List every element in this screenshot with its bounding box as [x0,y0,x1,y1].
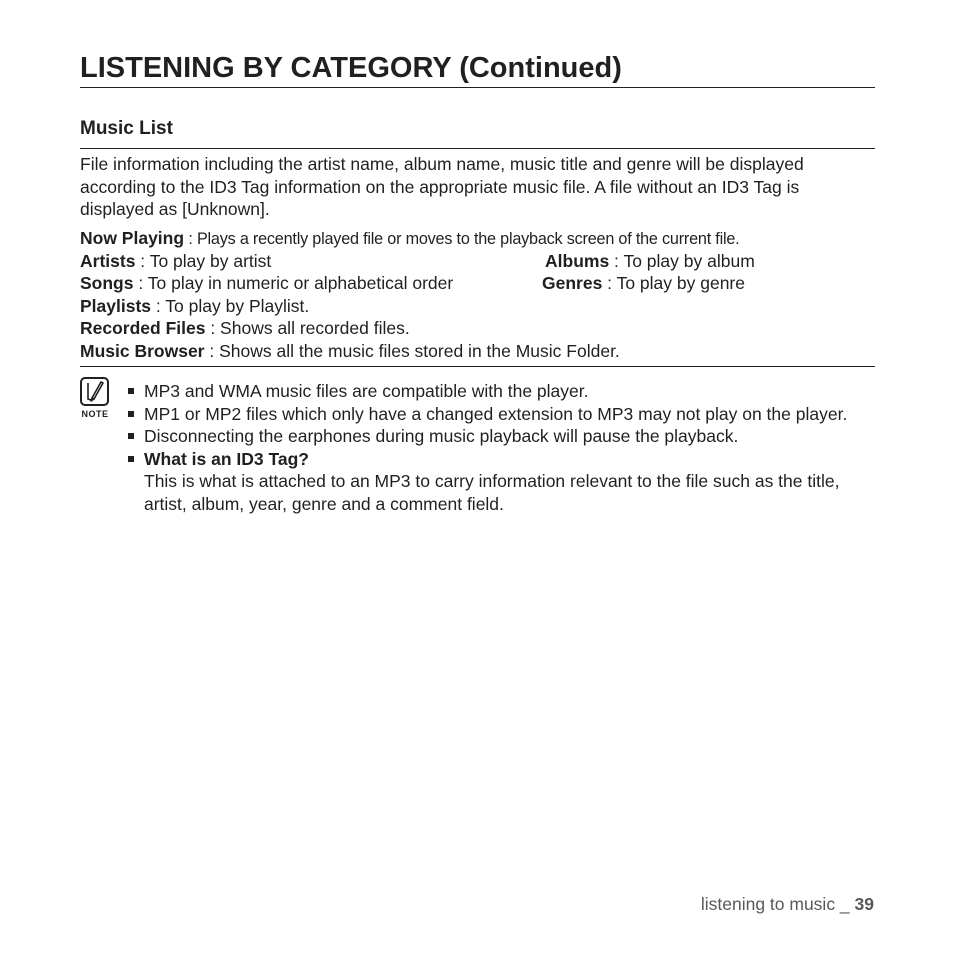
definition-term: Now Playing [80,228,185,248]
definition-row-songs-genres [80,272,875,295]
section-title: Music List [80,117,875,149]
definition-desc: : To play by genre [602,273,745,293]
definition-albums [545,250,755,273]
note-list [128,380,878,515]
bullet-icon [128,388,134,394]
bullet-icon [128,456,134,462]
definition-desc: : Shows all recorded files. [205,318,410,338]
definition-term: Artists [80,250,136,271]
definition-row-now-playing [80,227,875,250]
list-item [128,380,878,403]
list-item [128,403,878,426]
intro-paragraph: File information including the artist name, album name, music title and genre will be displayed according to the ID3 Tag information on the appropriate music file. A file without an ID3 Tag is displayed as [Unknown]. [80,154,804,219]
definition-desc: : To play by album [609,250,755,271]
definition-term: Music Browser [80,340,205,361]
note-text: Disconnecting the earphones during music playback will pause the playback. [144,426,739,446]
definition-genres [542,272,745,295]
footer-section: listening to music _ [700,894,855,914]
page-footer [701,894,874,915]
bullet-icon [128,411,134,417]
list-item [128,425,878,448]
page-number: 39 [854,894,874,914]
note-icon-box [80,377,109,406]
definition-desc: : To play in numeric or alphabetical order [133,273,454,293]
definition-term: Genres [542,273,603,293]
definition-row-artists-albums [80,250,875,273]
note-question: What is an ID3 Tag? [144,448,309,469]
note-text: MP3 and WMA music files are compatible with the player. [144,381,589,401]
page-title: LISTENING BY CATEGORY (Continued) [80,50,875,88]
note-answer: This is what is attached to an MP3 to carry information relevant to the file such as the title, artist, album, year, genre and a comment field. [144,471,840,514]
definition-term: Albums [545,250,610,271]
definition-term: Recorded Files [80,318,206,338]
definition-row-playlists [80,295,875,318]
definition-desc: : To play by artist [135,250,272,271]
list-item [128,448,878,516]
note-label: NOTE [81,409,109,419]
definition-desc: : Plays a recently played file or moves to the playback screen of the current file. [184,230,740,248]
definition-term: Playlists [80,295,152,316]
definition-row-recorded-files [80,317,875,340]
bullet-icon [128,433,134,439]
definition-desc: : To play by Playlist. [151,295,310,316]
definition-desc: : Shows all the music files stored in the Music Folder. [204,340,620,361]
definition-list [80,227,875,367]
note-pencil-icon [80,377,112,423]
definition-row-music-browser [80,340,875,363]
definition-term: Songs [80,273,134,293]
note-text: MP1 or MP2 files which only have a changed extension to MP3 may not play on the player. [144,403,848,424]
